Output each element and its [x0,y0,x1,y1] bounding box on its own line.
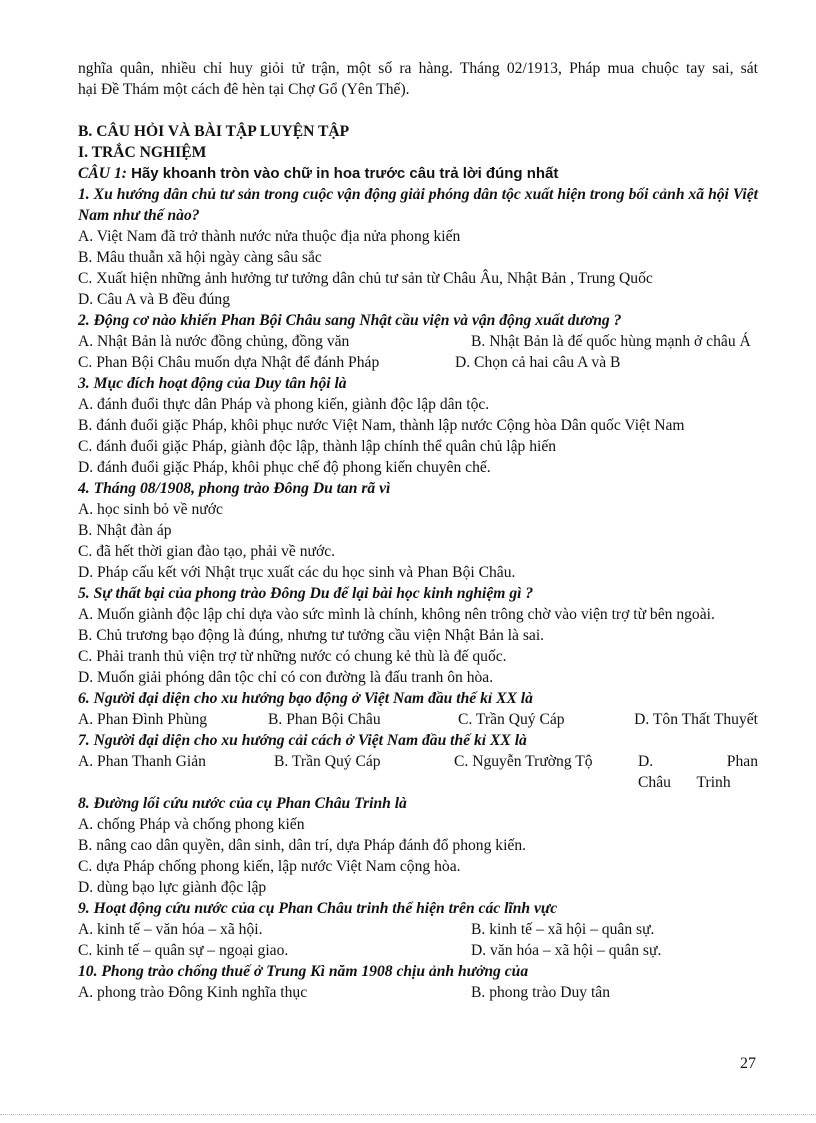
answer-row [78,751,758,793]
answer-4c: C. đã hết thời gian đào tạo, phải về nước. [78,543,336,560]
question-6: 6. Người đại diện cho xu hướng bạo động ở Việt Nam đầu thế kỉ XX là [78,690,533,707]
answer-2a: A. Nhật Bản là nước đồng chủng, đồng văn [78,333,350,350]
answer-4b: B. Nhật đàn áp [78,522,172,539]
answer-8b: B. nâng cao dân quyền, dân sinh, dân trí, dựa Pháp đánh đổ phong kiến. [78,837,527,854]
answer-2d: D. Chọn cả hai câu A và B [455,354,621,371]
answer-7b: B. Trần Quý Cáp [274,753,381,770]
question-3: 3. Mục đích hoạt động của Duy tân hội là [78,375,347,392]
answer-7a: A. Phan Thanh Giản [78,753,206,770]
intro-line: hại Đề Thám một cách đê hèn tại Chợ Gổ (Yên Thế). [78,81,410,98]
question-10: 10. Phong trào chống thuế ở Trung Kì năm 1908 chịu ảnh hưởng của [78,963,529,980]
answer-6d: D. Tôn Thất Thuyết [634,711,758,728]
question-8: 8. Đường lối cứu nước của cụ Phan Châu Trinh là [78,795,407,812]
answer-row [78,709,758,730]
answer-3a: A. đánh đuổi thực dân Pháp và phong kiến, giành độc lập dân tộc. [78,396,490,413]
answer-3c: C. đánh đuổi giặc Pháp, giành độc lập, thành lập chính thể quân chủ lập hiến [78,438,557,455]
answer-2b: B. Nhật Bản là đế quốc hùng mạnh ở châu Á [471,333,751,350]
task-label: CÂU 1: [78,165,127,182]
answer-8d: D. dùng bạo lực giành độc lập [78,879,267,896]
section-title: B. CÂU HỎI VÀ BÀI TẬP LUYỆN TẬP [78,123,350,140]
answer-3d: D. đánh đuổi giặc Pháp, khôi phục chế độ phong kiến chuyên chế. [78,459,491,476]
answer-row [78,352,758,373]
question-9: 9. Hoạt động cứu nước của cụ Phan Châu trinh thể hiện trên các lĩnh vực [78,900,558,917]
question-7: 7. Người đại diện cho xu hướng cải cách ở Việt Nam đầu thế kỉ XX là [78,732,527,749]
answer-9a: A. kinh tế – văn hóa – xã hội. [78,921,263,938]
answer-9c: C. kinh tế – quân sự – ngoại giao. [78,942,289,959]
question-5: 5. Sự thất bại của phong trào Đông Du để lại bài học kinh nghiệm gì ? [78,585,534,602]
answer-row [78,940,758,961]
answer-1c: C. Xuất hiện những ảnh hưởng tư tưởng dân chủ tư sản từ Châu Âu, Nhật Bản , Trung Quốc [78,270,653,287]
task-text: Hãy khoanh tròn vào chữ in hoa trước câu trả lời đúng nhất [126,165,559,182]
answer-10a: A. phong trào Đông Kinh nghĩa thục [78,984,308,1001]
answer-9b: B. kinh tế – xã hội – quân sự. [471,921,655,938]
answer-8c: C. dựa Pháp chống phong kiến, lập nước Việt Nam cộng hòa. [78,858,461,875]
question-2: 2. Động cơ nào khiến Phan Bội Châu sang Nhật cầu viện và vận động xuất dương ? [78,312,622,329]
answer-row [78,982,758,1003]
answer-4a: A. học sinh bỏ về nước [78,501,223,518]
question-4: 4. Tháng 08/1908, phong trào Đông Du tan rã vì [78,480,391,497]
answer-7d: D. Phan Châu Trinh [638,753,758,791]
answer-1b: B. Mâu thuẫn xã hội ngày càng sâu sắc [78,249,322,266]
page-content [78,58,758,1003]
answer-6c: C. Trần Quý Cáp [458,711,565,728]
answer-7c: C. Nguyễn Trường Tộ [454,753,593,770]
answer-5a: A. Muốn giành độc lập chỉ dựa vào sức mình là chính, không nên trông chờ vào viện trợ từ bên ngoài. [78,606,715,623]
answer-6a: A. Phan Đình Phùng [78,711,208,728]
answer-5c: C. Phải tranh thủ viện trợ từ những nước có chung kẻ thù là đế quốc. [78,648,507,665]
page-number: 27 [740,1055,756,1072]
question-1: 1. Xu hướng dân chủ tư sản trong cuộc vận động giải phóng dân tộc xuất hiện trong bối cảnh xã hội Việt Nam như thế nào? [78,186,758,224]
task-instruction [78,163,758,184]
answer-6b: B. Phan Bội Châu [268,711,381,728]
answer-9d: D. văn hóa – xã hội – quân sự. [471,942,662,959]
answer-row [78,331,758,352]
answer-5b: B. Chủ trương bạo động là đúng, nhưng tư tưởng cầu viện Nhật Bản là sai. [78,627,545,644]
answer-4d: D. Pháp cấu kết với Nhật trục xuất các du học sinh và Phan Bội Châu. [78,564,516,581]
answer-1d: D. Câu A và B đều đúng [78,291,231,308]
intro-line: nghĩa quân, nhiều chỉ huy giỏi tử trận, một số ra hàng. Tháng 02/1913, Pháp mua chuộc tay sai, sát [78,60,758,77]
answer-2c: C. Phan Bội Châu muốn dựa Nhật để đánh Pháp [78,354,380,371]
answer-8a: A. chống Pháp và chống phong kiến [78,816,305,833]
answer-5d: D. Muốn giải phóng dân tộc chỉ có con đường là đấu tranh ôn hòa. [78,669,494,686]
answer-1a: A. Việt Nam đã trở thành nước nửa thuộc địa nửa phong kiến [78,228,461,245]
answer-10b: B. phong trào Duy tân [471,984,611,1001]
page-divider [0,1114,816,1115]
answer-row [78,919,758,940]
spacer [78,100,758,121]
subsection-title: I. TRẮC NGHIỆM [78,144,207,161]
answer-3b: B. đánh đuổi giặc Pháp, khôi phục nước Việt Nam, thành lập nước Cộng hòa Dân quốc Việt Nam [78,417,685,434]
